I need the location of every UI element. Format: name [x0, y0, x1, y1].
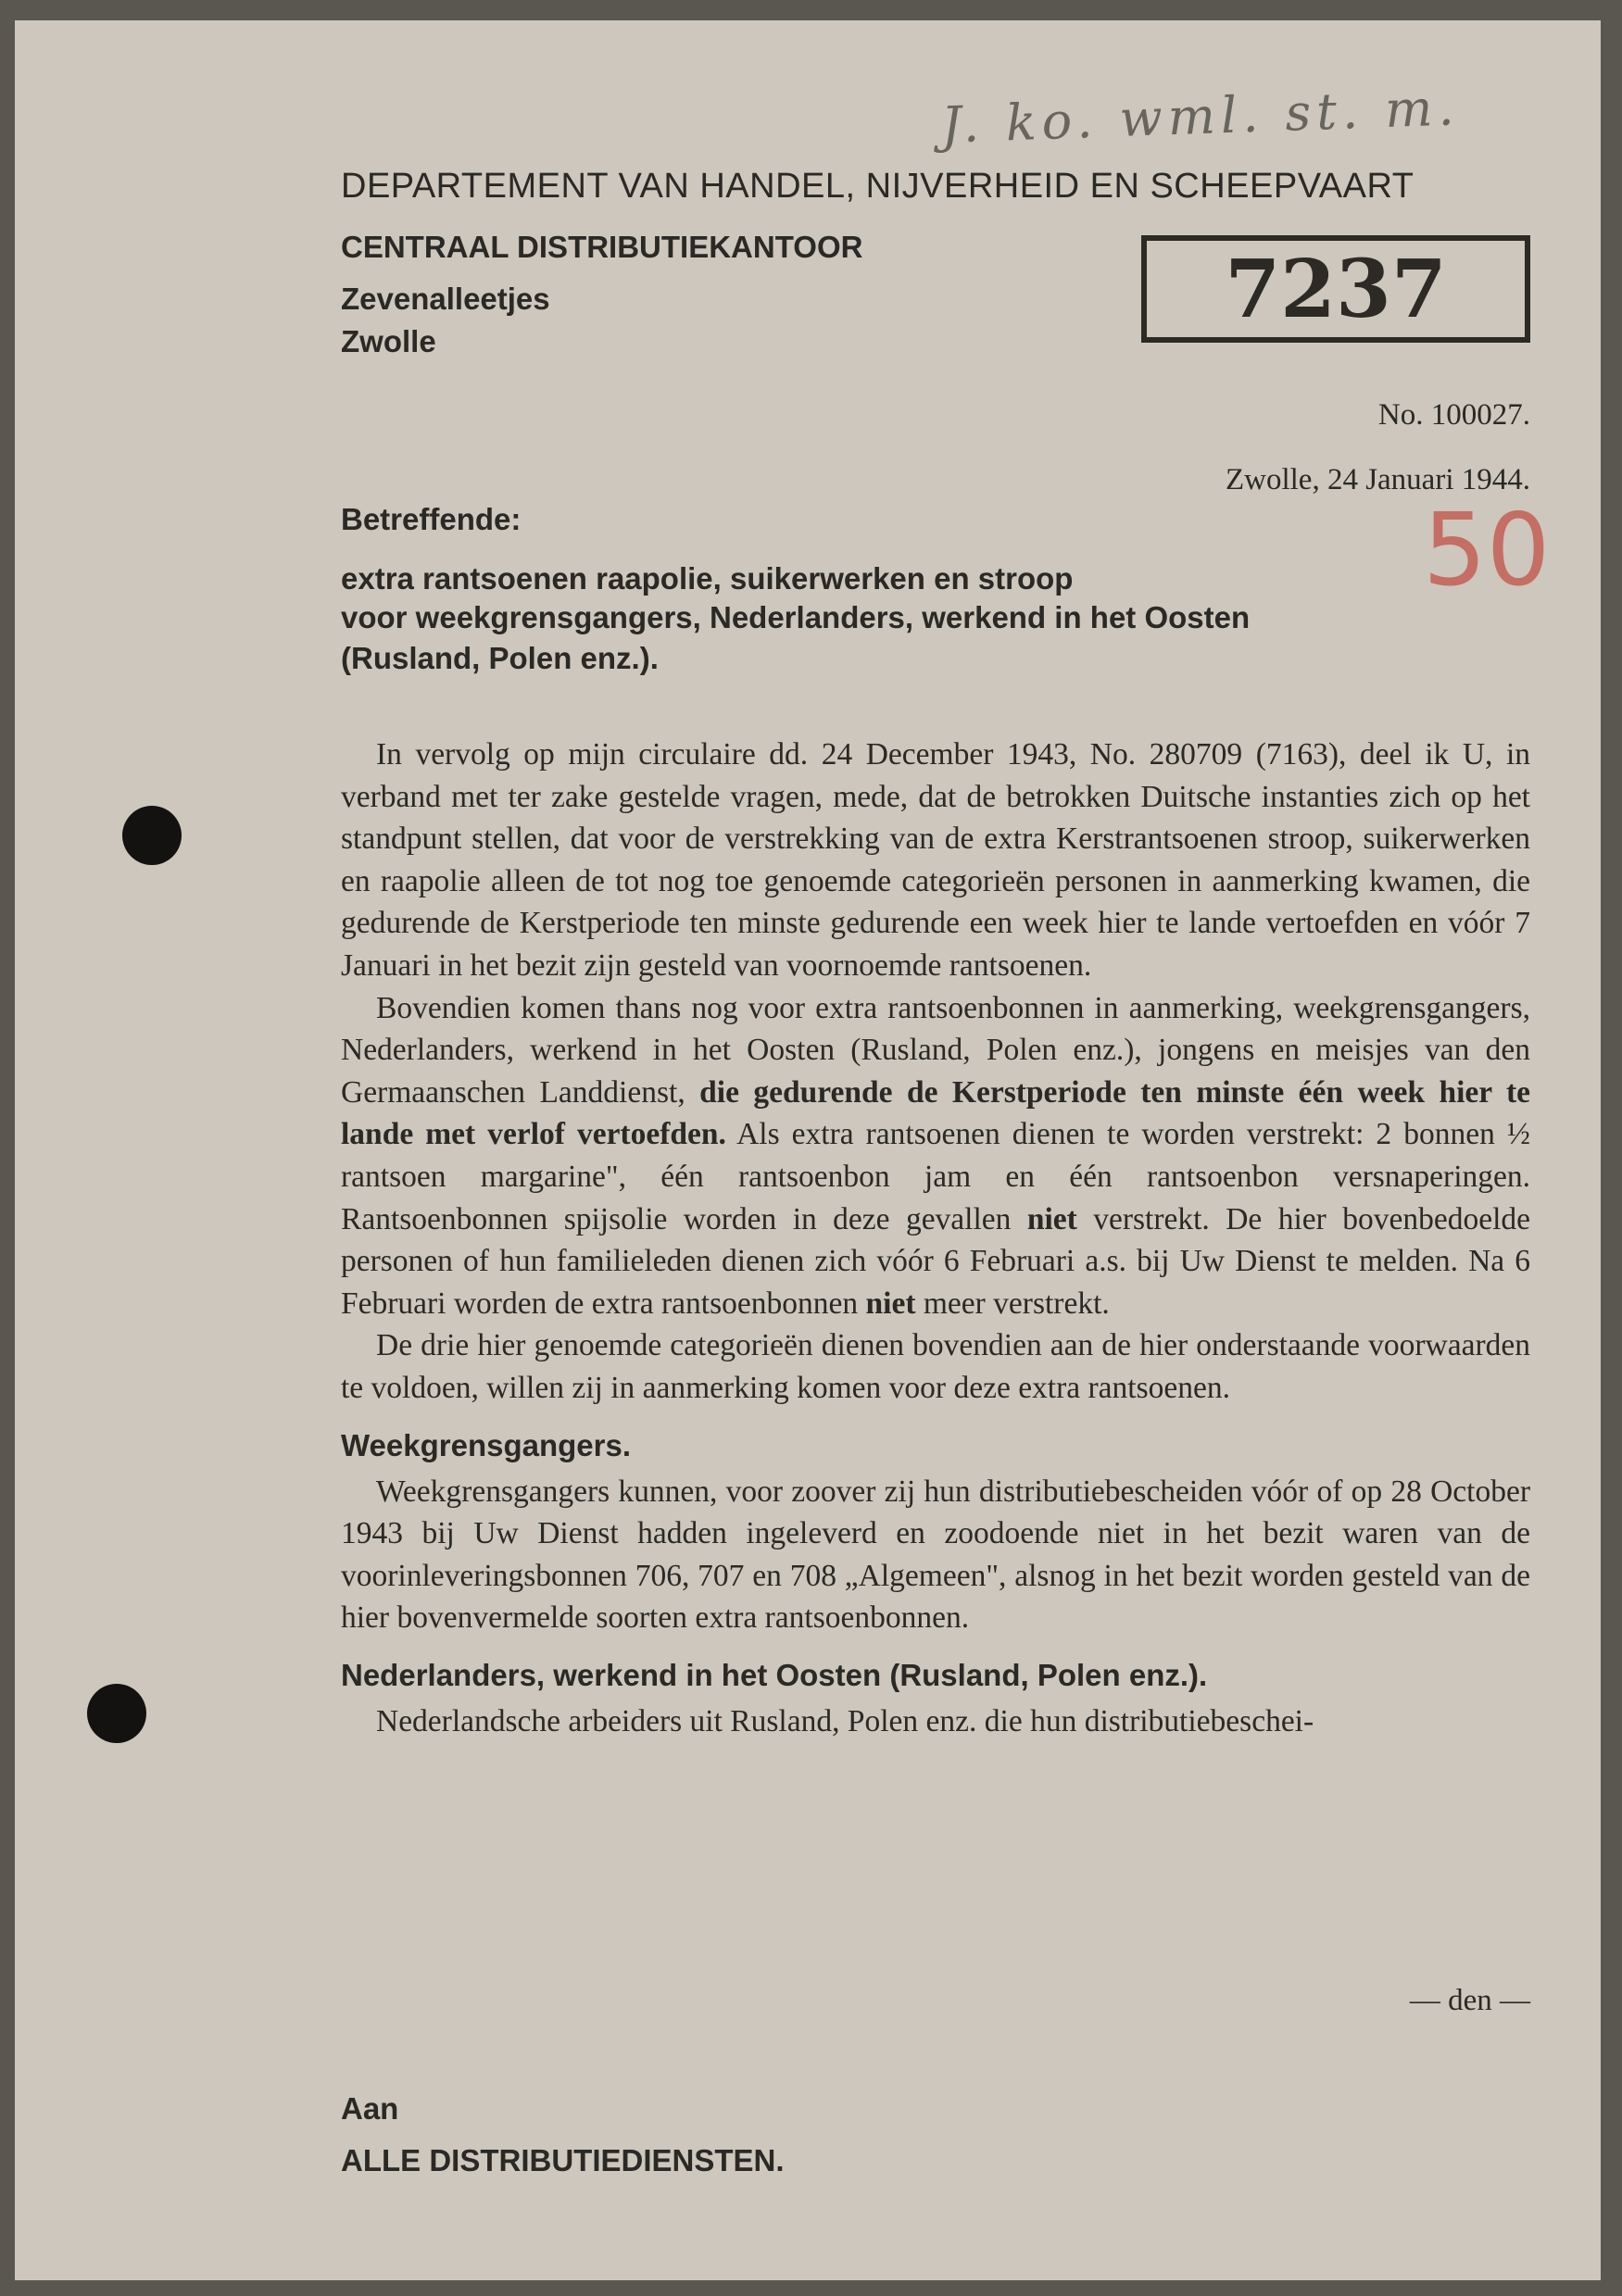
paragraph-2-bold: die gedurende de Kerstperiode ten minste één week hier te lande met verlof vertoefden. [341, 1074, 1530, 1152]
paragraph-4: Weekgrensgangers kunnen, voor zoover zij hun distributiebescheiden vóór of op 28 October 1943 bij Uw Dienst hadden ingeleverd en zoodoende niet in het bezit waren van de voorinleveringsbonnen 706, 707 en 708 „Algemeen", alsnog in het bezit worden gesteld van de hier bovenvermelde soorten extra rantsoenbonnen. [341, 1474, 1530, 1636]
paragraph-2-bold-2: niet [1026, 1201, 1077, 1236]
paragraph-3: De drie hier genoemde categorieën dienen bovendien aan de hier onderstaande voorwaarden te voldoen, willen zij in aanmerking komen voor deze extra rantsoenen. [341, 1328, 1530, 1405]
place-date: Zwolle, 24 Januari 1944. [1225, 463, 1530, 496]
document-number-stamp: 7237 [1141, 235, 1530, 343]
letter-body [341, 734, 1530, 1742]
heading-weekgrensgangers: Weekgrensgangers. [341, 1427, 632, 1462]
subject-line-3: (Rusland, Polen enz.). [341, 641, 659, 675]
paragraph-2-text-a: Bovendien komen thans nog voor extra rantsoenbonnen in aanmerking, weekgrensgangers, Nederlanders, werkend in het Oosten (Rusland, Polen enz.), jongens en meisjes van den Germaanschen Landdienst, [341, 990, 1530, 1110]
department-title: DEPARTEMENT VAN HANDEL, NIJVERHEID EN SCHEEPVAART [341, 167, 1415, 206]
heading-nederlanders: Nederlanders, werkend in het Oosten (Rusland, Polen enz.). [341, 1657, 1208, 1692]
continuation-marker: — den — [1409, 1984, 1530, 2017]
document-page [15, 20, 1601, 2280]
addressee-value: ALLE DISTRIBUTIEDIENSTEN. [341, 2143, 785, 2177]
punch-hole-bottom [87, 1684, 146, 1743]
addressee-label: Aan [341, 2091, 399, 2126]
subject-label: Betreffende: [341, 502, 522, 536]
reference-number: No. 100027. [1377, 398, 1530, 432]
subject-line-1: extra rantsoenen raapolie, suikerwerken en stroop [341, 561, 1074, 596]
paragraph-2 [341, 987, 1530, 1325]
paragraph-5: Nederlandsche arbeiders uit Rusland, Polen enz. die hun distributiebeschei- [376, 1703, 1314, 1738]
paragraph-1: In vervolg op mijn circulaire dd. 24 December 1943, No. 280709 (7163), deel ik U, in verband met ter zake gestelde vragen, mede, dat de betrokken Duitsche instanties zich op het standpunt stellen, dat voor de verstrekking van de extra Kerstrantsoenen stroop, suikerwerken en raapolie alleen de tot nog toe genoemde categorieën personen in aanmerking kwamen, die gedurende de Kerstperiode ten minste gedurende een week hier te lande vertoefden en vóór 7 Januari in het bezit zijn gesteld van voornoemde rantsoenen. [341, 737, 1530, 983]
address-line-2: Zwolle [341, 324, 436, 358]
punch-hole-top [122, 806, 182, 865]
paragraph-2-text-b: Als extra rantsoenen dienen te worden verstrekt: 2 bonnen ½ rantsoen margarine", één rantsoenbon jam en één rantsoenbon versnaperingen. Rantsoenbonnen spijsolie worden in deze gevallen [341, 1117, 1530, 1236]
paragraph-2-text-d: meer verstrekt. [915, 1286, 1110, 1321]
red-annotation: 50 [1423, 493, 1551, 609]
handwritten-note: J. ko. wml. st. m. [940, 78, 1461, 155]
office-name: CENTRAAL DISTRIBUTIEKANTOOR [341, 230, 863, 264]
paragraph-2-text-c: verstrekt. De hier bovenbedoelde personen of hun familieleden dienen zich vóór 6 Februari a.s. bij Uw Dienst te melden. Na 6 Februari worden de extra rantsoenbonnen [341, 1201, 1530, 1321]
address-line-1: Zevenalleetjes [341, 282, 550, 316]
subject-line-2: voor weekgrensgangers, Nederlanders, werkend in het Oosten [341, 600, 1251, 634]
paragraph-2-bold-3: niet [865, 1286, 916, 1321]
